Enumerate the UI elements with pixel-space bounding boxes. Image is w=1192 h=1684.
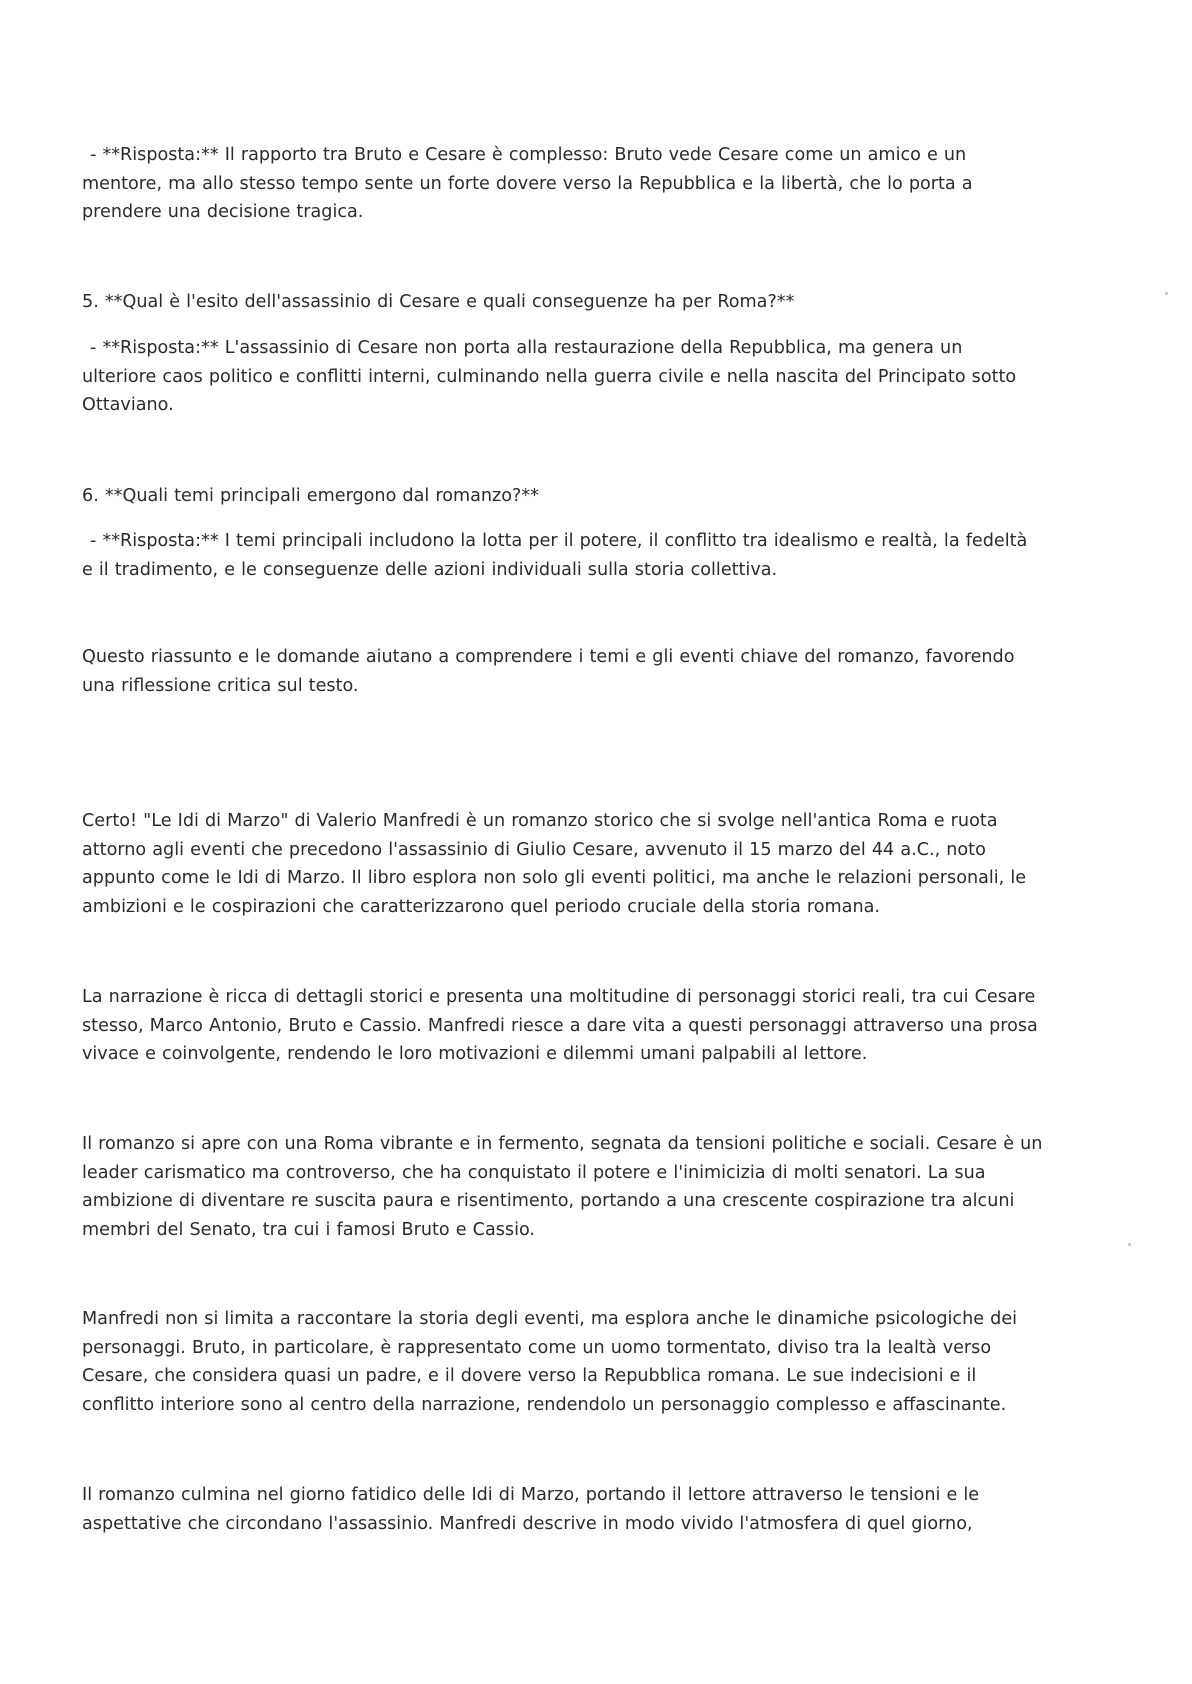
- paragraph-intro: [82, 807, 1062, 921]
- paragraph-line: Il romanzo si apre con una Roma vibrante e in fermento, segnata da tensioni politiche e sociali. Cesare è un: [82, 1134, 1043, 1154]
- paragraph-line: La narrazione è ricca di dettagli storici e presenta una moltitudine di personaggi storici reali, tra cui Cesare: [82, 987, 1036, 1007]
- paragraph-line: vivace e coinvolgente, rendendo le loro motivazioni e dilemmi umani palpabili al lettore.: [82, 1044, 868, 1065]
- paragraph-psychology: [82, 1305, 1062, 1419]
- answer-4-line: prendere una decisione tragica.: [82, 202, 364, 223]
- paragraph-narration: [82, 983, 1062, 1069]
- answer-5-line: - **Risposta:** L'assassinio di Cesare non porta alla restaurazione della Repubblica, ma genera un: [90, 338, 963, 358]
- answer-4-line: - **Risposta:** Il rapporto tra Bruto e Cesare è complesso: Bruto vede Cesare come un amico e un: [90, 145, 967, 165]
- paragraph-line: membri del Senato, tra cui i famosi Bruto e Cassio.: [82, 1219, 536, 1240]
- paragraph-climax: [82, 1481, 1062, 1538]
- paragraph-line: conflitto interiore sono al centro della narrazione, rendendolo un personaggio complesso e affascinante.: [82, 1394, 1007, 1415]
- question-5-text: 5. **Qual è l'esito dell'assassinio di Cesare e quali conseguenze ha per Roma?**: [82, 292, 795, 312]
- answer-6-line: - **Risposta:** I temi principali includono la lotta per il potere, il conflitto tra idealismo e realtà, la fedeltà: [90, 531, 1028, 551]
- answer-6: [82, 527, 1062, 584]
- conclusion-paragraph: [82, 643, 1062, 700]
- paragraph-line: ambizione di diventare re suscita paura e risentimento, portando a una crescente cospirazione tra alcuni: [82, 1191, 1015, 1212]
- question-6-text: 6. **Quali temi principali emergono dal romanzo?**: [82, 486, 539, 506]
- paragraph-rome: [82, 1130, 1062, 1244]
- conclusion-line: Questo riassunto e le domande aiutano a comprendere i temi e gli eventi chiave del romanzo, favorendo: [82, 647, 1015, 667]
- conclusion-line: una riflessione critica sul testo.: [82, 675, 359, 696]
- answer-5: [82, 334, 1062, 420]
- scan-speck: [1128, 1243, 1131, 1246]
- paragraph-line: personaggi. Bruto, in particolare, è rappresentato come un uomo tormentato, diviso tra la lealtà verso: [82, 1337, 992, 1358]
- paragraph-line: Cesare, che considera quasi un padre, e il dovere verso la Repubblica romana. Le sue indecisioni e il: [82, 1366, 977, 1387]
- paragraph-line: aspettative che circondano l'assassinio. Manfredi descrive in modo vivido l'atmosfera di quel giorno,: [82, 1513, 973, 1534]
- paragraph-line: Il romanzo culmina nel giorno fatidico delle Idi di Marzo, portando il lettore attraverso le tensioni e le: [82, 1485, 980, 1505]
- question-6: [82, 482, 1062, 511]
- answer-6-line: e il tradimento, e le conseguenze delle azioni individuali sulla storia collettiva.: [82, 559, 778, 580]
- answer-4: [82, 141, 1062, 227]
- question-5: [82, 288, 1062, 317]
- paragraph-line: stesso, Marco Antonio, Bruto e Cassio. Manfredi riesce a dare vita a questi personaggi attraverso una prosa: [82, 1015, 1038, 1036]
- answer-5-line: Ottaviano.: [82, 395, 174, 416]
- paragraph-line: Manfredi non si limita a raccontare la storia degli eventi, ma esplora anche le dinamiche psicologiche dei: [82, 1309, 1018, 1329]
- paragraph-line: Certo! "Le Idi di Marzo" di Valerio Manfredi è un romanzo storico che si svolge nell'antica Roma e ruota: [82, 811, 998, 831]
- paragraph-line: ambizioni e le cospirazioni che caratterizzarono quel periodo cruciale della storia romana.: [82, 896, 880, 917]
- paragraph-line: attorno agli eventi che precedono l'assassinio di Giulio Cesare, avvenuto il 15 marzo del 44 a.C., noto: [82, 839, 986, 860]
- answer-4-line: mentore, ma allo stesso tempo sente un forte dovere verso la Repubblica e la libertà, che lo porta a: [82, 173, 973, 194]
- paragraph-line: appunto come le Idi di Marzo. Il libro esplora non solo gli eventi politici, ma anche le relazioni personali, le: [82, 868, 1027, 889]
- answer-5-line: ulteriore caos politico e conflitti interni, culminando nella guerra civile e nella nascita del Principato sotto: [82, 366, 1017, 387]
- paragraph-line: leader carismatico ma controverso, che ha conquistato il potere e l'inimicizia di molti senatori. La sua: [82, 1162, 986, 1183]
- scan-speck: [1165, 292, 1168, 295]
